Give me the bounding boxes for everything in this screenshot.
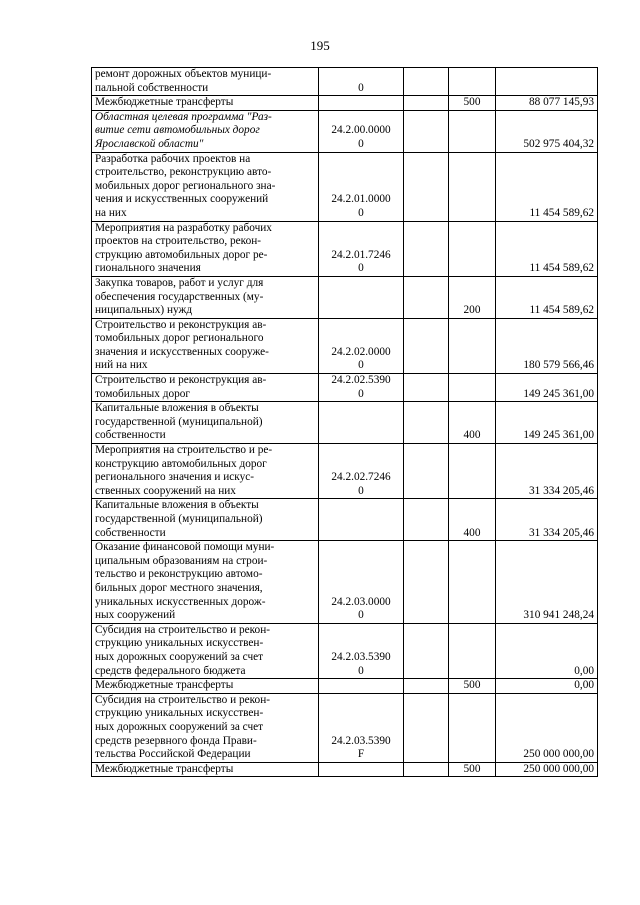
item-name-line: средств резервного фонда Прави- [95,734,257,747]
expense-type-cell [449,68,496,96]
item-name-line: регионального значения и искус- [95,471,255,484]
empty-cell [404,221,449,276]
item-name-line: чения и искусственных сооружений [95,193,269,206]
amount-cell: 0,00 [496,679,598,694]
item-name-cell [92,68,319,96]
item-name-line: собственности [95,526,166,539]
item-name-line: строительство, реконструкцию авто- [95,166,272,179]
target-code-cell [319,679,404,694]
item-name-line: мобильных дорог регионального зна- [95,179,276,192]
amount-cell: 180 579 566,46 [496,318,598,373]
item-name-line: Межбюджетные трансферты [95,762,234,775]
expense-type-cell: 500 [449,96,496,111]
target-code-cell [319,499,404,541]
item-name-line: ных дорожных сооружений за счет [95,720,264,733]
item-name-line: конструкцию автомобильных дорог [95,457,267,470]
table-row [92,152,598,221]
amount-cell: 11 454 589,62 [496,152,598,221]
target-code-line: 24.2.03.0000 [331,595,391,608]
empty-cell [404,68,449,96]
item-name-line: томобильных дорог [95,387,191,400]
item-name-line: проектов на строительство, рекон- [95,235,262,248]
table-row [92,96,598,111]
item-name-line: тельство и реконструкцию автомо- [95,568,263,581]
expense-type-cell [449,374,496,402]
expense-type-cell [449,623,496,678]
item-name-line: Субсидия на строительство и рекон- [95,693,271,706]
empty-cell [404,499,449,541]
empty-cell [404,679,449,694]
item-name-line: витие сети автомобильных дорог [95,124,260,137]
item-name-cell [92,152,319,221]
table-row [92,276,598,318]
expense-type-cell [449,541,496,624]
amount-cell: 31 334 205,46 [496,444,598,499]
expense-type-cell [449,444,496,499]
empty-cell [404,318,449,373]
amount-cell: 31 334 205,46 [496,499,598,541]
target-code-cell [319,96,404,111]
expense-type-cell: 200 [449,276,496,318]
target-code-line: 24.2.02.0000 [331,345,391,358]
target-code-line: 0 [358,664,364,677]
empty-cell [404,444,449,499]
item-name-line: ных сооружений [95,609,176,622]
expense-type-cell: 400 [449,402,496,444]
empty-cell [404,276,449,318]
item-name-line: Областная целевая программа "Раз- [95,110,272,123]
item-name-line: Строительство и реконструкция ав- [95,318,267,331]
target-code-line: 0 [358,262,364,275]
item-name-line: ниципальных) нужд [95,304,193,317]
item-name-line: средств федерального бюджета [95,664,246,677]
table-row [92,762,598,777]
table-row [92,693,598,762]
item-name-line: Межбюджетные трансферты [95,679,234,692]
item-name-line: бильных дорог местного значения, [95,581,263,594]
item-name-line: тельства Российской Федерации [95,748,251,761]
amount-cell: 310 941 248,24 [496,541,598,624]
target-code-cell [319,402,404,444]
amount-cell: 502 975 404,32 [496,110,598,152]
item-name-line: ципальным образованиям на строи- [95,554,268,567]
item-name-line: Оказание финансовой помощи муни- [95,541,275,554]
item-name-cell [92,374,319,402]
page-number: 195 [310,38,330,53]
empty-cell [404,762,449,777]
item-name-line: значения и искусственных сооруже- [95,345,269,358]
target-code-cell [319,276,404,318]
budget-table-body [92,68,598,777]
item-name-cell [92,444,319,499]
amount-cell: 0,00 [496,623,598,678]
table-row [92,318,598,373]
target-code-cell [319,318,404,373]
target-code-cell [319,68,404,96]
expense-type-cell [449,318,496,373]
target-code-cell [319,152,404,221]
item-name-line: Субсидия на строительство и рекон- [95,623,271,636]
amount-cell: 149 245 361,00 [496,374,598,402]
item-name-line: Закупка товаров, работ и услуг для [95,276,264,289]
item-name-line: государственной (муниципальной) [95,513,263,525]
item-name-line: струкцию уникальных искусствен- [95,637,264,650]
table-row [92,110,598,152]
target-code-cell [319,693,404,762]
target-code-line: 24.2.03.5390 [331,650,391,663]
item-name-cell [92,623,319,678]
target-code-line: 24.2.00.0000 [331,124,391,137]
target-code-cell [319,110,404,152]
budget-table [91,67,598,777]
table-row [92,623,598,678]
target-code-line: 0 [358,137,364,150]
empty-cell [404,693,449,762]
table-row [92,679,598,694]
target-code-line: 0 [358,81,364,94]
item-name-line: гионального значения [95,262,201,275]
item-name-line: ний на них [95,359,148,372]
target-code-line: 24.2.01.7246 [331,248,391,261]
empty-cell [404,623,449,678]
item-name-cell [92,679,319,694]
item-name-line: Капитальные вложения в объекты [95,402,259,415]
target-code-cell [319,762,404,777]
item-name-cell [92,276,319,318]
item-name-line: государственной (муниципальной) [95,415,263,428]
item-name-cell [92,221,319,276]
target-code-cell [319,444,404,499]
empty-cell [404,374,449,402]
table-row [92,541,598,624]
target-code-line: F [357,748,365,761]
target-code-line: 0 [358,206,364,219]
item-name-line: пальной собственности [95,81,209,94]
amount-cell: 250 000 000,00 [496,762,598,777]
item-name-line: томобильных дорог регионального [95,332,264,345]
item-name-cell [92,110,319,152]
item-name-line: собственности [95,429,166,442]
item-name-line: Разработка рабочих проектов на [95,152,251,165]
expense-type-cell: 400 [449,499,496,541]
item-name-cell [92,693,319,762]
table-row [92,221,598,276]
target-code-cell [319,541,404,624]
item-name-cell [92,402,319,444]
item-name-line: Строительство и реконструкция ав- [95,374,267,387]
item-name-line: Мероприятия на разработку рабочих [95,221,272,234]
target-code-line: 0 [358,359,364,372]
item-name-line: струкцию уникальных искусствен- [95,707,264,720]
target-code-line: 24.2.02.7246 [331,471,391,484]
item-name-line: обеспечения государственных (му- [95,290,264,303]
empty-cell [404,110,449,152]
item-name-cell [92,762,319,777]
amount-cell: 11 454 589,62 [496,221,598,276]
table-row [92,402,598,444]
item-name-line: струкцию автомобильных дорог ре- [95,248,268,261]
table-row [92,374,598,402]
amount-cell: 250 000 000,00 [496,693,598,762]
empty-cell [404,152,449,221]
table-row [92,499,598,541]
item-name-cell [92,318,319,373]
item-name-line: Капитальные вложения в объекты [95,499,259,512]
item-name-line: ных дорожных сооружений за счет [95,650,264,663]
item-name-line: Мероприятия на строительство и ре- [95,444,273,457]
amount-cell: 11 454 589,62 [496,276,598,318]
empty-cell [404,96,449,111]
amount-cell: 149 245 361,00 [496,402,598,444]
item-name-cell [92,499,319,541]
target-code-line: 24.2.02.5390 [331,374,391,387]
item-name-line: уникальных искусственных дорож- [95,595,266,608]
amount-cell [496,68,598,96]
expense-type-cell [449,152,496,221]
target-code-cell [319,623,404,678]
item-name-cell [92,96,319,111]
expense-type-cell [449,221,496,276]
item-name-cell [92,541,319,624]
empty-cell [404,402,449,444]
item-name-line: Ярославской области" [95,137,204,150]
expense-type-cell: 500 [449,762,496,777]
target-code-cell [319,374,404,402]
item-name-line: Межбюджетные трансферты [95,96,234,109]
table-row [92,444,598,499]
target-code-line: 0 [358,609,364,622]
expense-type-cell: 500 [449,679,496,694]
item-name-line: ремонт дорожных объектов муници- [95,68,272,80]
target-code-line: 0 [358,484,364,497]
target-code-cell [319,221,404,276]
empty-cell [404,541,449,624]
item-name-line: на них [95,206,127,219]
amount-cell: 88 077 145,93 [496,96,598,111]
expense-type-cell [449,693,496,762]
target-code-line: 24.2.03.5390 [331,734,391,747]
expense-type-cell [449,110,496,152]
target-code-line: 24.2.01.0000 [331,193,391,206]
item-name-line: ственных сооружений на них [95,484,236,497]
target-code-line: 0 [358,387,364,400]
table-row [92,68,598,96]
